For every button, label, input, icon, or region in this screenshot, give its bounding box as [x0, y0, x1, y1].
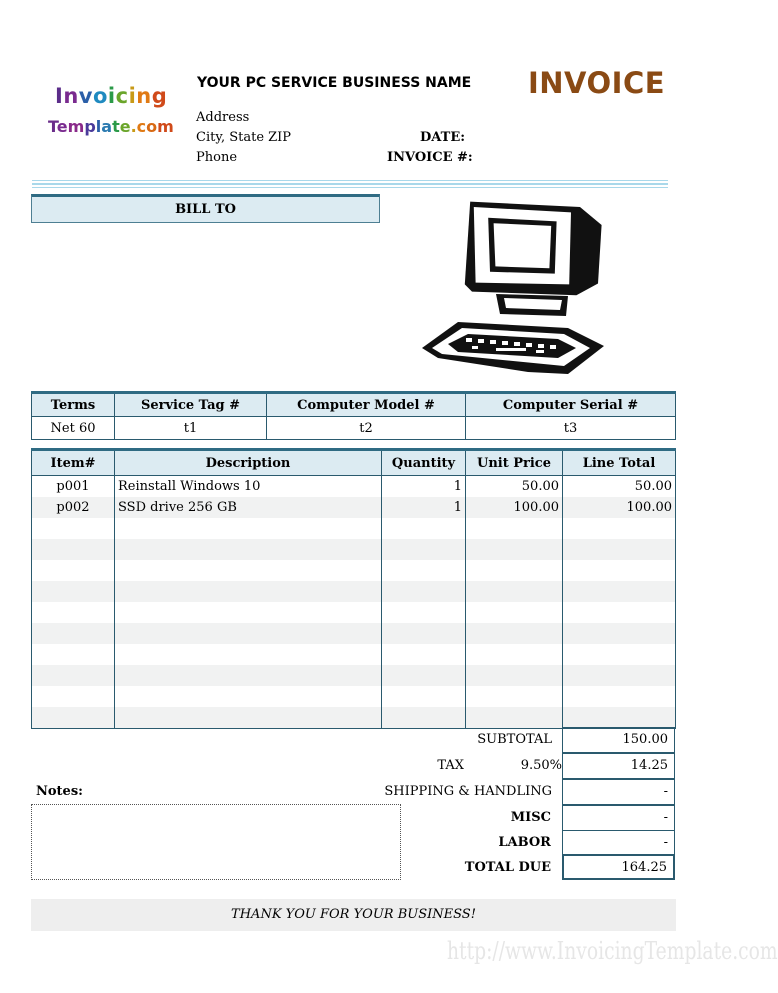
- table-row: [32, 497, 676, 518]
- empty-row: [32, 623, 676, 644]
- service-info-table: [31, 391, 676, 440]
- item-number-cell[interactable]: p001: [32, 476, 115, 498]
- terms-value[interactable]: Net 60: [32, 417, 115, 440]
- phone: Phone: [196, 150, 238, 165]
- city-state-zip: City, State ZIP: [196, 130, 292, 145]
- labor-label: LABOR: [498, 835, 551, 850]
- notes-label: Notes:: [36, 784, 83, 799]
- table-row: [32, 476, 676, 498]
- computer-model-header: Computer Model #: [267, 393, 466, 417]
- line-total-cell: 50.00: [563, 476, 676, 498]
- unit-price-cell[interactable]: 50.00: [466, 476, 563, 498]
- divider-line: [32, 187, 668, 188]
- description-cell[interactable]: Reinstall Windows 10: [115, 476, 382, 498]
- logo-invoicing: Invoicing: [55, 84, 168, 108]
- quantity-header: Quantity: [382, 450, 466, 476]
- logo-template-com: Template.com: [48, 117, 174, 136]
- service-tag-header: Service Tag #: [115, 393, 267, 417]
- description-cell[interactable]: SSD drive 256 GB: [115, 497, 382, 518]
- bill-to-header: BILL TO: [31, 194, 380, 223]
- description-header: Description: [115, 450, 382, 476]
- empty-row: [32, 581, 676, 602]
- divider-line: [32, 180, 668, 181]
- empty-row: [32, 602, 676, 623]
- empty-row: [32, 539, 676, 560]
- notes-box[interactable]: [31, 804, 401, 880]
- total-due-value: 164.25: [562, 854, 675, 880]
- empty-row: [32, 560, 676, 581]
- shipping-value[interactable]: -: [562, 779, 675, 805]
- empty-row: [32, 644, 676, 665]
- computer-serial-value[interactable]: t3: [466, 417, 676, 440]
- shipping-label: SHIPPING & HANDLING: [384, 784, 552, 799]
- service-tag-value[interactable]: t1: [115, 417, 267, 440]
- terms-header: Terms: [32, 393, 115, 417]
- tax-label: TAX: [437, 758, 464, 773]
- subtotal-value: 150.00: [562, 727, 675, 753]
- invoice-title: INVOICE: [528, 66, 666, 100]
- total-due-label: TOTAL DUE: [464, 860, 551, 875]
- line-total-cell: 100.00: [563, 497, 676, 518]
- unit-price-header: Unit Price: [466, 450, 563, 476]
- address: Address: [196, 110, 250, 125]
- quantity-cell[interactable]: 1: [382, 476, 466, 498]
- date-label: DATE:: [420, 130, 466, 145]
- tax-value: 14.25: [562, 753, 675, 779]
- empty-row: [32, 665, 676, 686]
- misc-label: MISC: [510, 810, 551, 825]
- empty-row: [32, 518, 676, 539]
- labor-value[interactable]: -: [562, 830, 675, 856]
- unit-price-cell[interactable]: 100.00: [466, 497, 563, 518]
- tax-rate[interactable]: 9.50%: [520, 758, 562, 773]
- empty-row: [32, 686, 676, 707]
- quantity-cell[interactable]: 1: [382, 497, 466, 518]
- line-total-header: Line Total: [563, 450, 676, 476]
- empty-row: [32, 707, 676, 729]
- items-table: [31, 448, 676, 729]
- invoice-number-label: INVOICE #:: [387, 150, 473, 165]
- computer-model-value[interactable]: t2: [267, 417, 466, 440]
- watermark: http://www.InvoicingTemplate.com: [447, 937, 778, 965]
- item-number-header: Item#: [32, 450, 115, 476]
- misc-value[interactable]: -: [562, 805, 675, 831]
- subtotal-label: SUBTOTAL: [477, 732, 552, 747]
- computer-serial-header: Computer Serial #: [466, 393, 676, 417]
- thank-you-banner: THANK YOU FOR YOUR BUSINESS!: [31, 899, 676, 931]
- computer-icon: [418, 198, 608, 376]
- divider-line: [32, 183, 668, 185]
- item-number-cell[interactable]: p002: [32, 497, 115, 518]
- business-name: YOUR PC SERVICE BUSINESS NAME: [197, 75, 472, 91]
